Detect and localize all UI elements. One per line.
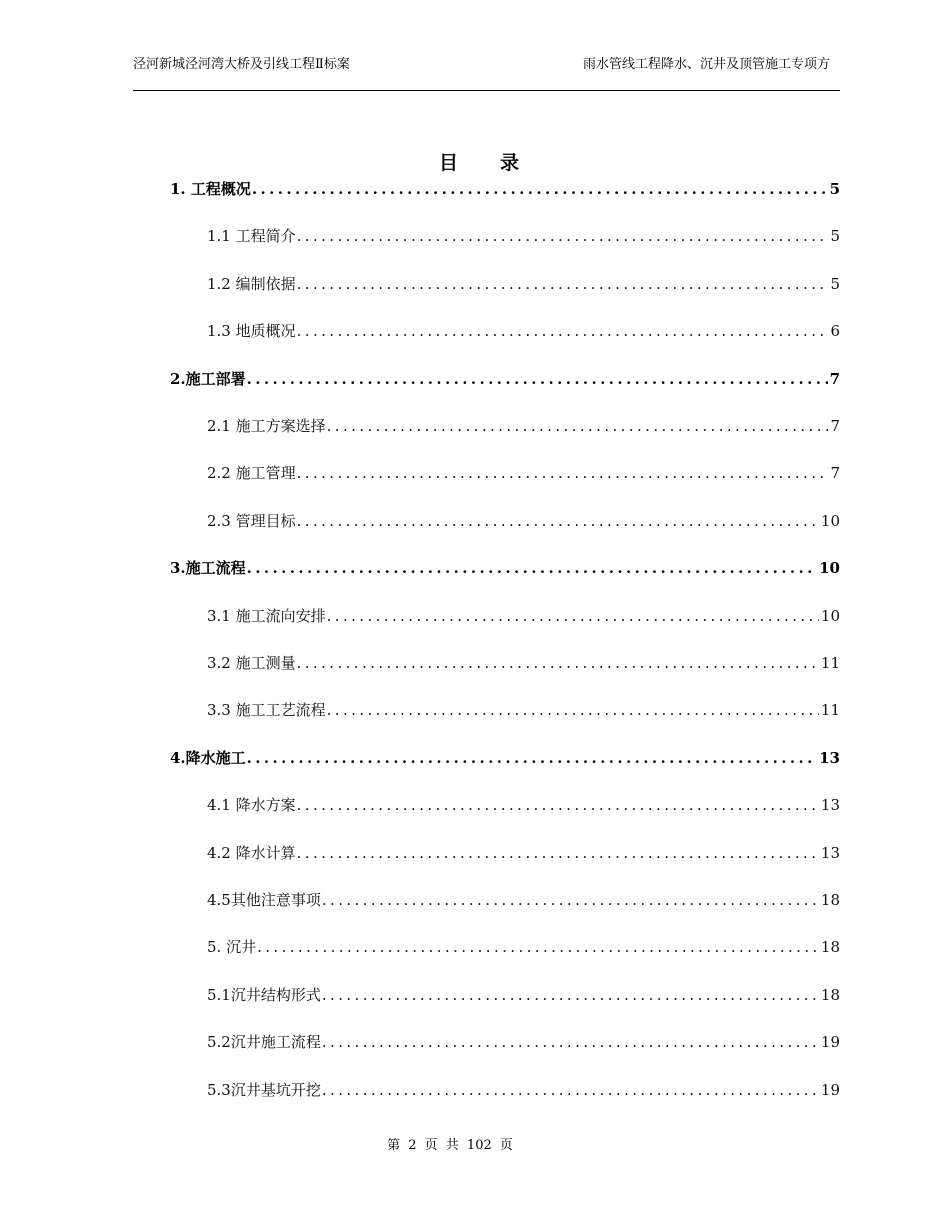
toc-entry-label: 5.1沉井结构形式 [207, 985, 321, 1004]
toc-entry[interactable] [207, 605, 840, 635]
toc-entry[interactable] [207, 225, 840, 255]
toc-entry-page-number: 18 [820, 985, 840, 1004]
toc-entry[interactable] [207, 794, 840, 824]
toc-entry-label: 4.降水施工 [170, 748, 246, 767]
toc-entry[interactable] [207, 936, 840, 966]
toc-entry[interactable] [207, 984, 840, 1014]
toc-dot-leader [321, 891, 819, 909]
toc-dot-leader [326, 701, 819, 719]
toc-entry[interactable] [170, 178, 840, 208]
toc-entry-page-number: 18 [820, 938, 840, 957]
toc-entry[interactable] [207, 699, 840, 729]
toc-entry-page-number: 10 [819, 559, 840, 578]
toc-entry[interactable] [207, 320, 840, 350]
toc-entry[interactable] [207, 1079, 840, 1109]
toc-entry-label: 3.施工流程 [170, 559, 246, 578]
header-project-name: 泾河新城泾河湾大桥及引线工程Ⅱ标案 [133, 57, 350, 72]
toc-entry-page-number: 19 [820, 1033, 840, 1052]
toc-entry-label: 3.3 施工工艺流程 [207, 701, 326, 720]
page-header [133, 56, 840, 91]
toc-entry-page-number: 7 [830, 464, 840, 483]
toc-entry-label: 4.5其他注意事项 [207, 891, 321, 909]
toc-entry[interactable] [207, 1031, 840, 1061]
toc-entry[interactable] [170, 747, 840, 777]
toc-entry-page-number: 10 [820, 606, 840, 625]
toc-entry-label: 1. 工程概况 [170, 180, 251, 198]
toc-entry-label: 5.3沉井基坑开挖 [207, 1080, 321, 1099]
toc-entry-label: 1.1 工程简介 [207, 227, 296, 246]
toc-dot-leader [296, 654, 819, 672]
header-document-title: 雨水管线工程降水、沉井及顶管施工专项方 [582, 57, 830, 72]
toc-entry-label: 3.2 施工测量 [207, 654, 296, 672]
toc-entry-page-number: 10 [820, 511, 840, 530]
toc-entry-label: 3.1 施工流向安排 [207, 606, 326, 625]
toc-entry-page-number: 7 [830, 417, 840, 435]
toc-title: 目录 [438, 152, 561, 174]
toc-dot-leader [246, 559, 817, 577]
toc-entry-label: 2.2 施工管理 [207, 464, 296, 483]
toc-entry-page-number: 5 [829, 180, 840, 198]
toc-dot-leader [246, 370, 828, 388]
toc-entry-page-number: 13 [820, 843, 840, 862]
toc-dot-leader [296, 275, 829, 293]
toc-dot-leader [321, 1081, 819, 1099]
toc-entry-label: 2.1 施工方案选择 [207, 417, 326, 435]
toc-dot-leader [251, 180, 828, 198]
toc-entry-label: 5.2沉井施工流程 [207, 1033, 321, 1052]
toc-dot-leader [296, 796, 819, 814]
toc-entry[interactable] [207, 510, 840, 540]
toc-entry-page-number: 13 [820, 796, 840, 815]
toc-entry[interactable] [170, 368, 840, 398]
toc-entry[interactable] [170, 557, 840, 587]
toc-entry-label: 1.3 地质概况 [207, 322, 296, 341]
toc-entry-label: 4.2 降水计算 [207, 843, 296, 862]
toc-entry-page-number: 6 [830, 322, 840, 341]
toc-entry-page-number: 11 [820, 654, 840, 672]
toc-entry-label: 1.2 编制依据 [207, 274, 296, 293]
toc-dot-leader [256, 938, 819, 956]
toc-entry[interactable] [207, 273, 840, 303]
toc-dot-leader [321, 1033, 819, 1051]
toc-dot-leader [296, 227, 829, 245]
page-footer: 第 2 页 共 102 页 [387, 1138, 513, 1153]
toc-entry-page-number: 5 [830, 274, 840, 293]
toc-entry-page-number: 7 [829, 369, 840, 388]
toc-entry-page-number: 18 [820, 891, 840, 909]
toc-dot-leader [296, 512, 819, 530]
toc-dot-leader [326, 417, 829, 435]
toc-entry-page-number: 19 [820, 1080, 840, 1099]
toc-dot-leader [296, 322, 829, 340]
toc-entry-page-number: 5 [830, 227, 840, 246]
toc-entry-label: 2.3 管理目标 [207, 511, 296, 530]
toc-entry[interactable] [207, 842, 840, 872]
toc-dot-leader [326, 607, 819, 625]
toc-entry-label: 4.1 降水方案 [207, 796, 296, 815]
toc-entry-label: 2.施工部署 [170, 369, 246, 388]
toc-entry[interactable] [207, 652, 840, 682]
toc-entry[interactable] [207, 415, 840, 445]
toc-dot-leader [321, 986, 819, 1004]
toc-entry-page-number: 11 [820, 701, 840, 720]
toc-entry-page-number: 13 [819, 748, 840, 767]
toc-dot-leader [296, 464, 829, 482]
toc-dot-leader [296, 844, 819, 862]
toc-dot-leader [246, 749, 817, 767]
toc-entry[interactable] [207, 462, 840, 492]
toc-entry-label: 5. 沉井 [207, 938, 257, 957]
toc-entry[interactable] [207, 889, 840, 919]
